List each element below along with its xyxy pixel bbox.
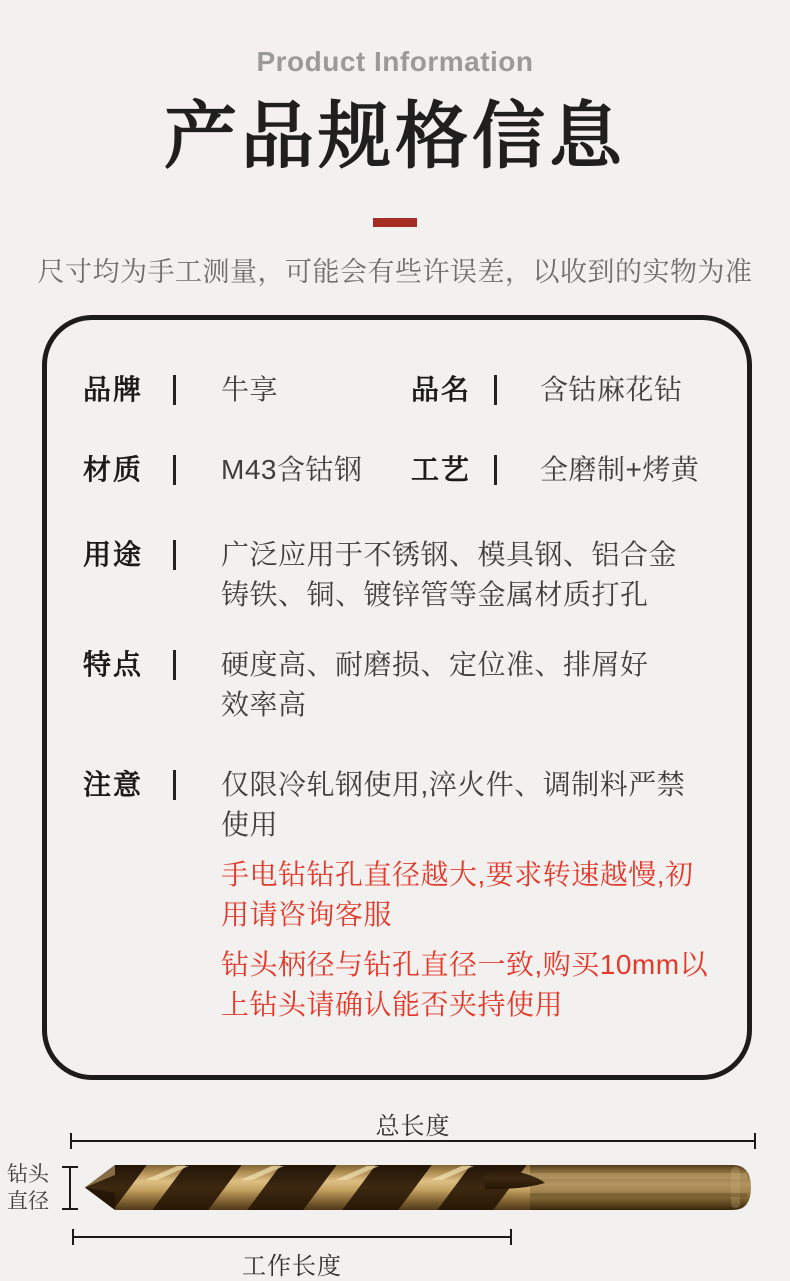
- measurement-disclaimer: 尺寸均为手工测量，可能会有些许误差，以收到的实物为准: [37, 257, 753, 287]
- separator: [173, 645, 221, 680]
- product-name-value: 含钴麻花钻: [540, 374, 683, 405]
- red-divider: [373, 218, 417, 227]
- usage-label: 用途: [83, 539, 144, 570]
- spec-box: [42, 315, 752, 1080]
- brand-value: 牛享: [221, 374, 279, 405]
- warning-drill-speed: 手电钻钻孔直径越大,要求转速越慢,初 用请咨询客服: [221, 859, 694, 930]
- separator: [494, 370, 540, 405]
- working-length-dimension-line: [72, 1236, 512, 1238]
- process-label: 工艺: [411, 454, 472, 485]
- spec-row-features: [47, 645, 747, 725]
- drill-bit-image: [85, 1162, 755, 1213]
- page-title: 产品规格信息: [164, 96, 626, 177]
- notice-value: 仅限冷轧钢使用,淬火件、调制料严禁 使用: [221, 769, 686, 840]
- process-value: 全磨制+烤黄: [540, 454, 700, 485]
- working-length-label: 工作长度: [242, 1253, 342, 1280]
- separator: [494, 450, 540, 485]
- spec-row-notice: [47, 765, 747, 845]
- notice-label: 注意: [83, 769, 144, 800]
- spec-row-material-process: [47, 450, 747, 490]
- brand-label: 品牌: [83, 374, 144, 405]
- diameter-label: 钻头 直径: [7, 1163, 49, 1213]
- total-length-dimension-line: [70, 1140, 756, 1142]
- separator: [173, 535, 221, 570]
- material-label: 材质: [83, 454, 144, 485]
- separator: [173, 370, 221, 405]
- separator: [173, 450, 221, 485]
- features-value: 硬度高、耐磨损、定位准、排屑好 效率高: [221, 649, 649, 720]
- total-length-label: 总长度: [375, 1113, 451, 1140]
- warning-shank-diameter: 钻头柄径与钻孔直径一致,购买10mm以 上钻头请确认能否夹持使用: [221, 949, 709, 1020]
- spec-row-brand-name: [47, 370, 747, 410]
- product-name-label: 品名: [411, 374, 472, 405]
- features-label: 特点: [83, 649, 144, 680]
- material-value: M43含钴钢: [221, 454, 363, 485]
- spec-row-usage: [47, 535, 747, 615]
- diameter-dimension-line: [69, 1166, 71, 1210]
- usage-value: 广泛应用于不锈钢、模具钢、铝合金 铸铁、铜、镀锌管等金属材质打孔: [221, 539, 678, 610]
- eyebrow-text: Product Information: [256, 46, 534, 77]
- separator: [173, 765, 221, 800]
